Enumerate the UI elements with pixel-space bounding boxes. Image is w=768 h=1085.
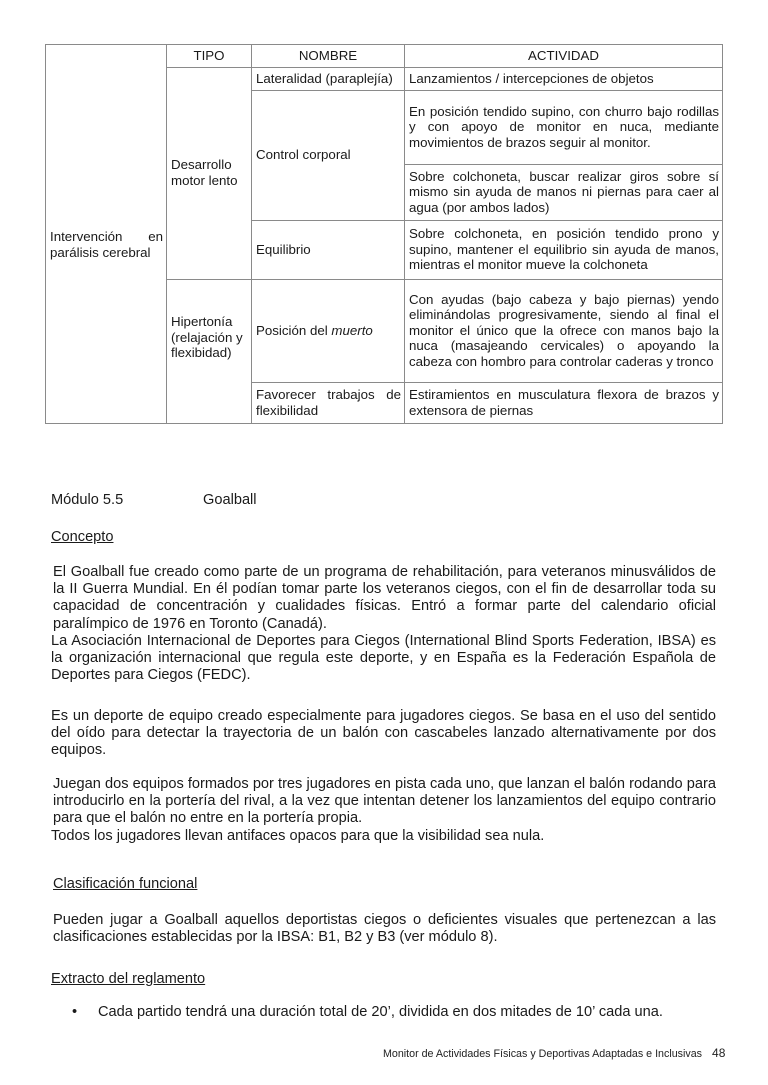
header-nombre: NOMBRE xyxy=(252,45,405,68)
tipo-cell: Hipertonía (relajación y flexibidad) xyxy=(167,280,252,424)
group-cell: Intervención en parálisis cerebral xyxy=(46,68,167,424)
reglamento-heading: Extracto del reglamento xyxy=(51,971,206,987)
actividad-cell: Sobre colchoneta, buscar realizar giros sobre sí mismo sin ayuda de manos ni piernas para caer al agua (por ambos lados) xyxy=(405,165,723,221)
nombre-cell: Control corporal xyxy=(252,91,405,221)
module-number: Módulo 5.5 xyxy=(51,492,124,508)
header-empty xyxy=(46,45,167,68)
module-title: Goalball xyxy=(203,492,257,508)
nombre-cell: Equilibrio xyxy=(252,221,405,280)
concepto-p5: Todos los jugadores llevan antifaces opacos para que la visibilidad sea nula. xyxy=(51,828,545,844)
activities-table xyxy=(45,44,723,424)
concepto-heading: Concepto xyxy=(51,529,114,545)
nombre-cell: Favorecer trabajos de flexibilidad xyxy=(252,383,405,424)
actividad-cell: Sobre colchoneta, en posición tendido prono y supino, mantener el equilibrio sin ayuda de manos, mientras el monitor mueve la colchoneta xyxy=(405,221,723,280)
actividad-cell: En posición tendido supino, con churro bajo rodillas y con apoyo de monitor en nuca, mediante movimientos de brazos seguir al monitor. xyxy=(405,91,723,165)
bullet-icon: • xyxy=(72,1004,78,1020)
footer-text: Monitor de Actividades Físicas y Deportivas Adaptadas e Inclusivas xyxy=(383,1048,703,1060)
nombre-cell xyxy=(252,280,405,383)
actividad-cell: Estiramientos en musculatura flexora de brazos y extensora de piernas xyxy=(405,383,723,424)
concepto-p2: La Asociación Internacional de Deportes para Ciegos (International Blind Sports Federation, IBSA) es la organización internacional que regula este deporte, y en España es la Federación Española de Deportes para Ciegos (FEDC). xyxy=(51,633,716,684)
concepto-p3: Es un deporte de equipo creado especialmente para jugadores ciegos. Se basa en el uso del sentido del oído para detectar la trayectoria de un balón con cascabeles lanzado alternativamente por dos equipos. xyxy=(51,708,716,759)
nombre-italic: muerto xyxy=(331,322,373,338)
page-footer xyxy=(383,1046,725,1060)
table-header-row xyxy=(46,45,723,68)
concepto-p1: El Goalball fue creado como parte de un programa de rehabilitación, para veteranos minusválidos de la II Guerra Mundial. En él podían tomar parte los veteranos ciegos, con el fin de desarrollar toda su capacidad de concentración y cualidades físicas. Entró a formar parte del calendario oficial paralímpico de 1976 en Toronto (Canadá). xyxy=(53,564,716,632)
table-row xyxy=(46,68,723,91)
actividad-cell: Lanzamientos / intercepciones de objetos xyxy=(405,68,723,91)
nombre-prefix: Posición del xyxy=(256,322,332,338)
reglamento-item: Cada partido tendrá una duración total de 20’, dividida en dos mitades de 10’ cada una. xyxy=(98,1004,663,1020)
concepto-p4: Juegan dos equipos formados por tres jugadores en pista cada uno, que lanzan el balón rodando para introducirlo en la portería del rival, a la vez que intentan detener los lanzamientos del equipo contrario para que el balón no entre en la portería propia. xyxy=(53,776,716,827)
clasificacion-heading: Clasificación funcional xyxy=(53,876,198,892)
clasificacion-p1: Pueden jugar a Goalball aquellos deportistas ciegos o deficientes visuales que pertenezcan a las clasificaciones establecidas por la IBSA: B1, B2 y B3 (ver módulo 8). xyxy=(53,912,716,946)
nombre-cell: Lateralidad (paraplejía) xyxy=(252,68,405,91)
page-number: 48 xyxy=(712,1046,726,1060)
header-actividad: ACTIVIDAD xyxy=(405,45,723,68)
actividad-cell: Con ayudas (bajo cabeza y bajo piernas) yendo eliminándolas progresivamente, siendo al final el monitor el único que la ofrece con manos bajo la nuca (masajeando cervicales) o apoyando la cabeza con hombro para controlar caderas y tronco xyxy=(405,280,723,383)
header-tipo: TIPO xyxy=(167,45,252,68)
tipo-cell: Desarrollo motor lento xyxy=(167,68,252,280)
